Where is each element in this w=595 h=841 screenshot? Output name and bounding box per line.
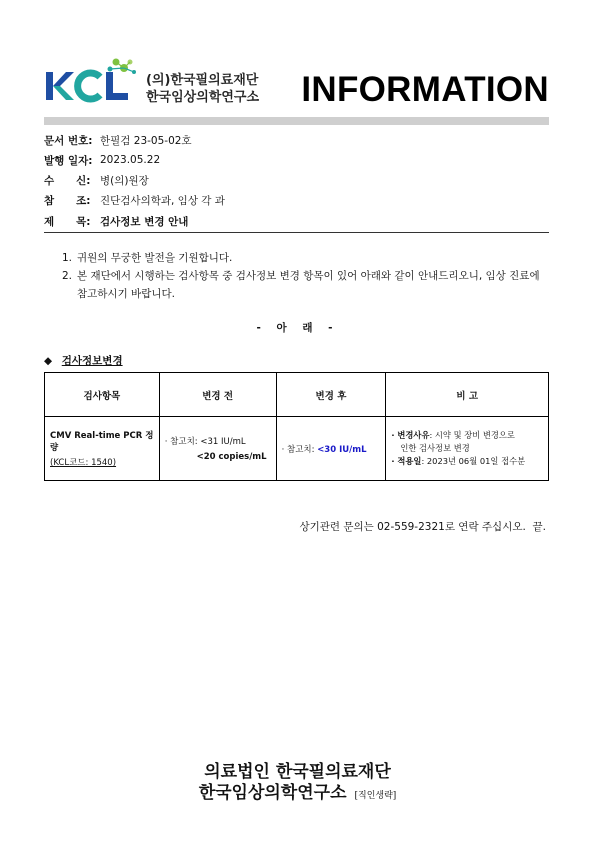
section-heading xyxy=(44,353,123,368)
footer-org-line1: 의료법인 한국필의료재단 xyxy=(204,762,391,782)
note-apply xyxy=(391,455,543,468)
list-item xyxy=(62,267,552,303)
test-cell xyxy=(45,417,160,481)
meta-row-issue-date xyxy=(44,150,549,170)
header-divider xyxy=(44,117,549,125)
info-change-table xyxy=(44,372,549,481)
list-text: 본 재단에서 시행하는 검사항목 중 검사정보 변경 항목이 있어 아래와 같이 안내드리오니, 임상 진료에 참고하시기 바랍니다. xyxy=(77,270,540,300)
note-reason xyxy=(391,429,543,442)
note-reason-cont: 인한 검사정보 변경 xyxy=(400,443,470,453)
meta-row-reference xyxy=(44,190,549,210)
list-number: 1. xyxy=(62,252,73,264)
section-title: 검사정보변경 xyxy=(61,355,123,367)
meta-row-doc-number xyxy=(44,130,549,150)
meta-label: 발행 일자: xyxy=(44,154,93,167)
footer-org-name: 한국임상의학연구소 xyxy=(198,783,347,803)
meta-value: 진단검사의학과, 임상 각 과 xyxy=(100,194,225,207)
meta-value: 한필검 23-05-02호 xyxy=(100,134,192,147)
seal-omitted-note: [직인생략] xyxy=(354,791,397,801)
note-apply-text: : 2023년 06월 01일 접수분 xyxy=(421,456,526,466)
list-number: 2. xyxy=(62,270,73,282)
before-reference: · 참고치: <31 IU/mL xyxy=(164,437,246,447)
document-title: INFORMATION xyxy=(301,70,549,109)
meta-label: 제 목: xyxy=(44,215,91,228)
diamond-icon: ◆ xyxy=(44,355,53,367)
meta-label: 문서 번호: xyxy=(44,134,93,147)
table-row xyxy=(45,417,549,481)
test-name: CMV Real-time PCR 정량 xyxy=(50,431,154,453)
body-list xyxy=(62,249,552,303)
column-header: 변경 전 xyxy=(159,373,276,417)
table-header-row xyxy=(45,373,549,417)
after-value: <30 IU/mL xyxy=(317,444,367,455)
before-reference-copies: <20 copies/mL xyxy=(196,452,267,462)
list-item xyxy=(62,249,552,267)
org-name xyxy=(146,72,259,106)
meta-value: 병(의)원장 xyxy=(100,174,149,187)
note-apply-label: · 적용일 xyxy=(391,456,422,466)
org-name-line1: (의)한국필의료재단 xyxy=(146,73,259,88)
column-header: 검사항목 xyxy=(45,373,160,417)
before-cell xyxy=(159,417,276,481)
document-meta xyxy=(44,130,549,233)
column-header: 변경 후 xyxy=(276,373,386,417)
meta-row-recipient xyxy=(44,170,549,190)
meta-row-subject xyxy=(44,210,549,233)
list-text: 귀원의 무궁한 발전을 기원합니다. xyxy=(77,252,233,264)
after-cell xyxy=(276,417,386,481)
contact-line: 상기관련 문의는 02-559-2321로 연락 주십시오. 끝. xyxy=(299,521,546,533)
meta-value: 2023.05.22 xyxy=(100,154,161,166)
note-reason-text: : 시약 및 장비 변경으로 xyxy=(429,430,515,440)
footer-org-line2 xyxy=(0,778,595,803)
org-name-line2: 한국임상의학연구소 xyxy=(146,90,260,105)
column-header: 비 고 xyxy=(386,373,549,417)
kcl-logo xyxy=(44,58,139,108)
after-prefix: · 참고치: xyxy=(281,444,318,455)
note-reason-label: · 변경사유 xyxy=(391,430,430,440)
meta-label: 참 조: xyxy=(44,194,91,207)
meta-label: 수 신: xyxy=(44,174,91,187)
below-marker: - 아 래 - xyxy=(256,322,339,334)
test-code: (KCL코드: 1540) xyxy=(50,458,117,468)
note-cell xyxy=(386,417,549,481)
meta-value: 검사정보 변경 안내 xyxy=(100,215,189,228)
